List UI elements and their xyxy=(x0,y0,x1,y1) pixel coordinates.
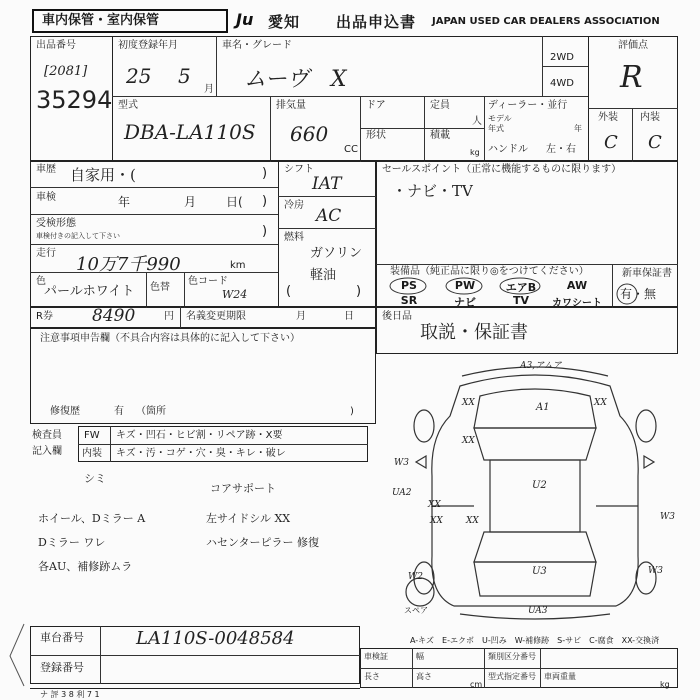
lot-number: 35294 xyxy=(36,86,113,114)
equipment-tv: TV xyxy=(512,294,530,307)
remark-paint: 各AU、補修跡ムラ xyxy=(38,560,133,573)
name-change-label: 名義変更期限 xyxy=(186,311,246,322)
damage-mark-xx-2: XX xyxy=(594,398,607,408)
sales-point-value: ・ナビ・TV xyxy=(392,182,473,200)
color-value: パールホワイト xyxy=(44,284,135,299)
repaint-label: 色替 xyxy=(150,282,170,293)
equipment-airbag: エアB xyxy=(505,281,537,294)
spec-label-type: 型式指定番号 xyxy=(488,672,536,681)
equipment-ps: PS xyxy=(401,279,417,292)
rating-label: 評価点 xyxy=(618,40,648,51)
damage-mark-a3: A3,アムア xyxy=(520,361,562,371)
notes-label: 注意事項申告欄（不具合内容は具体的に記入して下さい） xyxy=(40,333,300,344)
spec-label-height: 高さ xyxy=(416,672,432,681)
chassis-label: 車台番号 xyxy=(40,631,84,644)
spare-label: スペア xyxy=(404,606,428,615)
receipt-note: 車検付きの記入して下さい xyxy=(36,232,120,240)
dealer-year-label: 年式 xyxy=(488,124,504,133)
reg-number-label: 登録番号 xyxy=(40,661,84,674)
name-change-month: 月 xyxy=(296,311,306,322)
displacement-label: 排気量 xyxy=(276,100,306,111)
receipt-label: 受検形態 xyxy=(36,218,76,229)
interior-check-label: 内装 xyxy=(82,448,102,459)
dealer-label: ディーラー・並行 xyxy=(488,100,568,111)
inspection-label: 車検 xyxy=(36,192,56,203)
car-name-value: ムーヴ X xyxy=(244,67,347,92)
equipment-seat: カワシート xyxy=(552,298,602,309)
lot-small-number: [2081] xyxy=(44,64,88,79)
damage-mark-ua2: UA2 xyxy=(392,488,412,498)
drive-4wd: 4WD xyxy=(550,78,574,89)
repair-history-label: 修復歴 xyxy=(50,406,80,417)
spec-label-cert: 車検証 xyxy=(364,652,388,661)
form-title-en: JAPAN USED CAR DEALERS ASSOCIATION xyxy=(432,16,660,27)
spec-label-weight: 車両重量 xyxy=(544,672,576,681)
shift-value: IAT xyxy=(312,174,342,194)
displacement-value: 660 xyxy=(290,122,329,146)
chassis-value: LA110S-0048584 xyxy=(136,628,295,649)
fw-label: FW xyxy=(84,430,100,441)
remark-core-support: コアサポート xyxy=(210,482,276,495)
inspector-label-2: 記入欄 xyxy=(32,446,62,457)
spec-label-class: 類別区分番号 xyxy=(488,652,536,661)
color-code-value: W24 xyxy=(222,288,248,301)
mileage-value: 10万7千990 xyxy=(76,254,181,275)
damage-mark-xx-4: XX xyxy=(428,500,441,510)
damage-mark-u3: U3 xyxy=(532,566,547,577)
fuel-close: ) xyxy=(356,284,362,299)
repair-place: （箇所 xyxy=(136,406,166,417)
spec-unit-cm: cm xyxy=(470,680,483,689)
capacity-unit: 人 xyxy=(472,116,482,127)
interior-check-items: キズ・汚・コゲ・穴・臭・キレ・破レ xyxy=(116,448,286,459)
name-change-day: 日 xyxy=(344,311,354,322)
form-title: 出品申込書 xyxy=(336,13,417,31)
damage-legend: A-キズ E-エクボ U-凹み W-補修跡 S-サビ C-腐食 XX-交換済 xyxy=(410,636,660,645)
shape-label: 形状 xyxy=(366,130,386,141)
remark-side-sill: 左サイドシル XX xyxy=(206,512,291,525)
displacement-unit: CC xyxy=(344,144,358,155)
shift-label: シフト xyxy=(284,164,314,175)
repair-close: ) xyxy=(350,406,354,417)
history-label: 車歴 xyxy=(36,164,56,175)
remark-center-pillar: ハセンターピラー 修復 xyxy=(206,536,320,549)
mileage-unit: km xyxy=(230,260,246,271)
fw-items: キズ・凹石・ヒビ割・リペア跡・X要 xyxy=(116,430,283,441)
ac-value: AC xyxy=(316,206,342,226)
dealer-year-unit: 年 xyxy=(574,124,582,133)
ac-label: 冷房 xyxy=(284,200,304,211)
spec-unit-kg: kg xyxy=(660,680,670,689)
load-label: 積載 xyxy=(430,130,450,141)
lot-label: 出品番号 xyxy=(36,40,76,51)
exterior-grade: C xyxy=(604,132,618,153)
recycle-value: 8490 xyxy=(92,306,136,326)
model-label: 型式 xyxy=(118,100,138,111)
recycle-label: R券 xyxy=(36,311,53,322)
car-diagram xyxy=(390,356,680,626)
load-unit: kg xyxy=(470,148,480,157)
registration-month: 5 xyxy=(178,64,191,88)
damage-mark-w2: W2 xyxy=(408,572,423,582)
history-close: ) xyxy=(262,166,268,181)
damage-mark-w3-right: W3 xyxy=(660,512,675,522)
model-value: DBA-LA110S xyxy=(124,120,256,144)
dealer-model-label: モデル xyxy=(488,114,512,123)
registration-label: 初度登録年月 xyxy=(118,40,178,51)
interior-grade: C xyxy=(648,132,662,153)
equipment-sr: SR xyxy=(400,294,418,307)
brand-logo: Ju xyxy=(236,10,254,29)
recycle-unit: 円 xyxy=(164,311,174,322)
storage-stamp: 車内保管・室内保管 xyxy=(32,9,228,33)
damage-mark-xx-1: XX xyxy=(462,398,475,408)
handle-label: ハンドル xyxy=(488,144,528,155)
remark-wheel: ホイール、Dミラー A xyxy=(38,512,146,525)
color-code-label: 色コード xyxy=(188,276,228,287)
equipment-label: 装備品（純正品に限り◎をつけてください） xyxy=(390,266,589,277)
damage-mark-xx-6: XX xyxy=(430,516,443,526)
fuel-value-diesel: 軽油 xyxy=(310,268,337,283)
exterior-label: 外装 xyxy=(598,112,618,123)
receipt-close: ) xyxy=(262,224,268,239)
warranty-options: 有・無 xyxy=(620,287,657,301)
door-label: ドア xyxy=(366,100,386,111)
fuel-value-gasoline: ガソリン xyxy=(310,246,363,261)
inspector-label-1: 検査員 xyxy=(32,430,62,441)
equipment-circles xyxy=(376,274,616,310)
damage-mark-w3-rear: W3 xyxy=(648,566,663,576)
history-value: 自家用・( xyxy=(70,166,136,184)
inspection-year-unit: 年 xyxy=(118,195,131,209)
registration-year: 25 xyxy=(126,64,152,88)
equipment-navi: ナビ xyxy=(454,296,476,309)
margin-mark xyxy=(4,620,30,690)
car-name-label: 車名・グレード xyxy=(222,40,292,51)
damage-mark-u2: U2 xyxy=(532,480,547,491)
spec-label-length: 長さ xyxy=(364,672,380,681)
fuel-open: ( xyxy=(286,284,292,299)
org-name: 愛知 xyxy=(268,13,301,31)
remark-mirror: Dミラー ワレ xyxy=(38,536,106,549)
drive-2wd: 2WD xyxy=(550,52,574,63)
capacity-label: 定員 xyxy=(430,100,450,111)
registration-month-unit: 月 xyxy=(204,84,214,95)
equipment-aw: AW xyxy=(566,279,588,292)
repair-history-value: 有 xyxy=(114,406,124,417)
damage-mark-a1: A1 xyxy=(536,402,550,413)
equipment-pw: PW xyxy=(454,279,476,292)
color-label: 色 xyxy=(36,276,46,287)
inspection-day-unit: 日( xyxy=(226,195,243,209)
post-docs-value: 取説・保証書 xyxy=(420,322,528,343)
sales-point-label: セールスポイント（正常に機能するものに限ります） xyxy=(382,164,622,175)
warranty-circle xyxy=(612,282,642,306)
rating-value: R xyxy=(620,60,643,95)
handle-options: 左・右 xyxy=(546,144,576,155)
damage-mark-xx-5: XX xyxy=(466,516,479,526)
damage-mark-xx-3: XX xyxy=(462,436,475,446)
remark-stain: シミ xyxy=(84,472,106,485)
post-docs-label: 後日品 xyxy=(382,311,412,322)
interior-label: 内装 xyxy=(640,112,660,123)
spec-label-width: 幅 xyxy=(416,652,424,661)
inspection-close: ) xyxy=(262,194,268,209)
warranty-label: 新車保証書 xyxy=(622,268,672,279)
fuel-label: 燃料 xyxy=(284,232,304,243)
mileage-label: 走行 xyxy=(36,248,56,259)
footer-codes: ナ 評 3 8 利 7 1 xyxy=(40,690,100,699)
damage-mark-w3-left: W3 xyxy=(394,458,409,468)
inspection-month-unit: 月 xyxy=(184,195,197,209)
damage-mark-ua3: UA3 xyxy=(528,606,548,616)
